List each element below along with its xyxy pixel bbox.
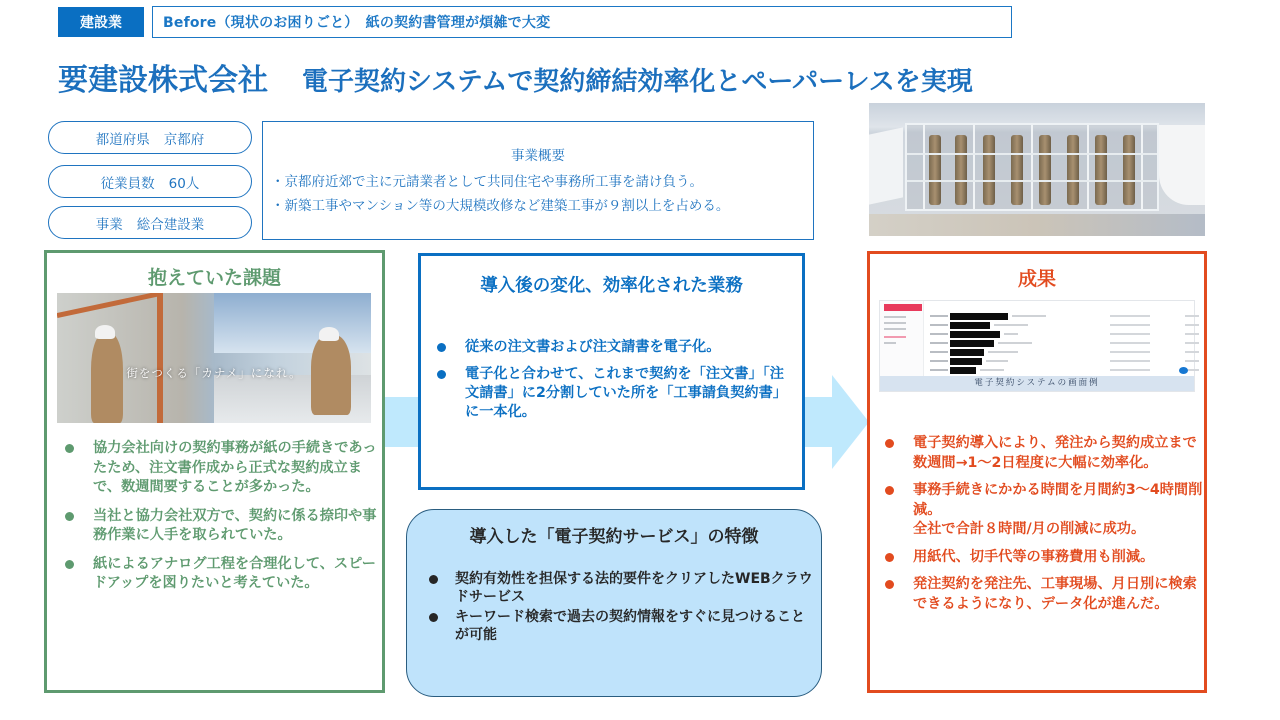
photo-column bbox=[1067, 135, 1079, 205]
arrow-right-icon bbox=[832, 375, 869, 469]
photo-mullion bbox=[973, 125, 975, 209]
result-text: 電子契約導入により、発注から契約成立まで数週間→1～2日程度に大幅に効率化。 bbox=[913, 435, 1197, 471]
system-screenshot bbox=[879, 300, 1195, 392]
prefecture-pill bbox=[48, 121, 252, 154]
result-item bbox=[873, 434, 1207, 473]
photo-column bbox=[983, 135, 995, 205]
photo-column bbox=[1011, 135, 1023, 205]
screenshot-row bbox=[930, 331, 1190, 338]
photo-mullion bbox=[1087, 125, 1089, 209]
result-item bbox=[873, 548, 1207, 568]
glass-facade bbox=[905, 123, 1159, 211]
screenshot-menu-item bbox=[884, 336, 906, 338]
headline: 電子契約システムで契約締結効率化とペーパーレスを実現 bbox=[302, 67, 973, 97]
screenshot-sidebar bbox=[880, 301, 924, 377]
issues-panel bbox=[44, 250, 385, 693]
result-text: 用紙代、切手代等の事務費用も削減。 bbox=[913, 548, 1155, 565]
screenshot-row bbox=[930, 349, 1190, 356]
changes-panel bbox=[418, 253, 805, 490]
helmet-icon bbox=[95, 325, 115, 339]
change-item: 電子化と合わせて、これまで契約を「注文書」「注文請書」に2分割していた所を「工事請負契約書」に一本化。 bbox=[425, 365, 797, 422]
photo-shape bbox=[1159, 125, 1205, 205]
chat-icon bbox=[1179, 367, 1188, 374]
screenshot-menu-item bbox=[884, 322, 906, 324]
results-list bbox=[873, 434, 1207, 622]
photo-column bbox=[929, 135, 941, 205]
screenshot-caption: 電子契約システムの画面例 bbox=[880, 376, 1194, 391]
feature-item: キーワード検索で過去の契約情報をすぐに見つけることが可能 bbox=[407, 608, 817, 644]
changes-list bbox=[425, 338, 797, 430]
result-text: 事務手続きにかかる時間を月間約3～4時間削減。 bbox=[913, 482, 1203, 518]
photo-mullion bbox=[923, 125, 925, 209]
company-name: 要建設株式会社 bbox=[58, 63, 268, 98]
screenshot-row bbox=[930, 340, 1190, 347]
photo-ground bbox=[869, 214, 1205, 236]
issue-item: 紙によるアナログ工程を合理化して、スピードアップを図りたいと考えていた。 bbox=[53, 555, 379, 594]
photo-shape bbox=[869, 127, 903, 204]
results-title: 成果 bbox=[1017, 268, 1056, 290]
photo-column bbox=[1095, 135, 1107, 205]
overview-line: ・新築工事やマンション等の大規模改修など建築工事が９割以上を占める。 bbox=[271, 198, 730, 214]
business-overview bbox=[262, 121, 814, 240]
screenshot-menu-item bbox=[884, 342, 896, 344]
photo-beam bbox=[57, 293, 161, 318]
helmet-icon bbox=[319, 327, 339, 341]
issues-list bbox=[53, 439, 379, 603]
building-photo bbox=[869, 103, 1205, 236]
screenshot-menu-item bbox=[884, 328, 906, 330]
business-value: 総合建設業 bbox=[136, 216, 205, 233]
issue-item: 協力会社向けの契約事務が紙の手続きであったため、注文書作成から正式な契約成立まで、数週間要することが多かった。 bbox=[53, 439, 379, 498]
photo-beam bbox=[157, 293, 163, 423]
changes-title: 導入後の変化、効率化された業務 bbox=[480, 276, 743, 296]
employees-label: 従業員数 bbox=[100, 175, 155, 192]
results-panel bbox=[867, 251, 1207, 693]
screenshot-menu-item bbox=[884, 316, 906, 318]
result-item bbox=[873, 481, 1207, 540]
photo-mullion bbox=[1141, 125, 1143, 209]
photo-column bbox=[1123, 135, 1135, 205]
photo-transom bbox=[907, 153, 1157, 155]
page-title bbox=[58, 55, 973, 99]
prefecture-value: 京都府 bbox=[163, 131, 205, 148]
issue-item: 当社と協力会社双方で、契約に係る捺印や事務作業に人手を取られていた。 bbox=[53, 507, 379, 546]
features-list bbox=[407, 570, 817, 646]
industry-tag: 建設業 bbox=[58, 7, 144, 37]
overview-title: 事業概要 bbox=[511, 148, 565, 164]
screenshot-row bbox=[930, 367, 1190, 374]
photo-mullion bbox=[1031, 125, 1033, 209]
result-item bbox=[873, 575, 1207, 614]
photo-column bbox=[1039, 135, 1051, 205]
feature-item: 契約有効性を担保する法的要件をクリアしたWEBクラウドサービス bbox=[407, 570, 817, 606]
overview-line: ・京都府近郊で主に元請業者として共同住宅や事務所工事を請け負う。 bbox=[271, 174, 703, 190]
photo-sky bbox=[214, 293, 371, 353]
business-label: 事業 bbox=[95, 216, 123, 233]
photo-transom bbox=[907, 180, 1157, 182]
screenshot-row bbox=[930, 358, 1190, 365]
business-pill bbox=[48, 206, 252, 239]
features-panel bbox=[406, 509, 822, 697]
before-banner: Before（現状のお困りごと） 紙の契約書管理が煩雑で大変 bbox=[152, 6, 1012, 38]
workers-photo bbox=[57, 293, 371, 423]
result-subtext: 全社で合計８時間/月の削減に成功。 bbox=[913, 521, 1146, 537]
screenshot-button bbox=[884, 304, 922, 311]
photo-caption: 街をつくる「カナメ」になれ。 bbox=[126, 366, 302, 380]
change-item: 従来の注文書および注文請書を電子化。 bbox=[425, 338, 797, 357]
employees-pill bbox=[48, 165, 252, 198]
screenshot-row bbox=[930, 322, 1190, 329]
prefecture-label: 都道府県 bbox=[95, 131, 150, 148]
photo-column bbox=[955, 135, 967, 205]
result-text: 発注契約を発注先、工事現場、月日別に検索できるようになり、データ化が進んだ。 bbox=[913, 576, 1197, 612]
employees-value: 60人 bbox=[168, 175, 200, 192]
features-title: 導入した「電子契約サービス」の特徴 bbox=[469, 527, 759, 547]
screenshot-row bbox=[930, 313, 1190, 320]
issues-title: 抱えていた課題 bbox=[147, 267, 281, 289]
